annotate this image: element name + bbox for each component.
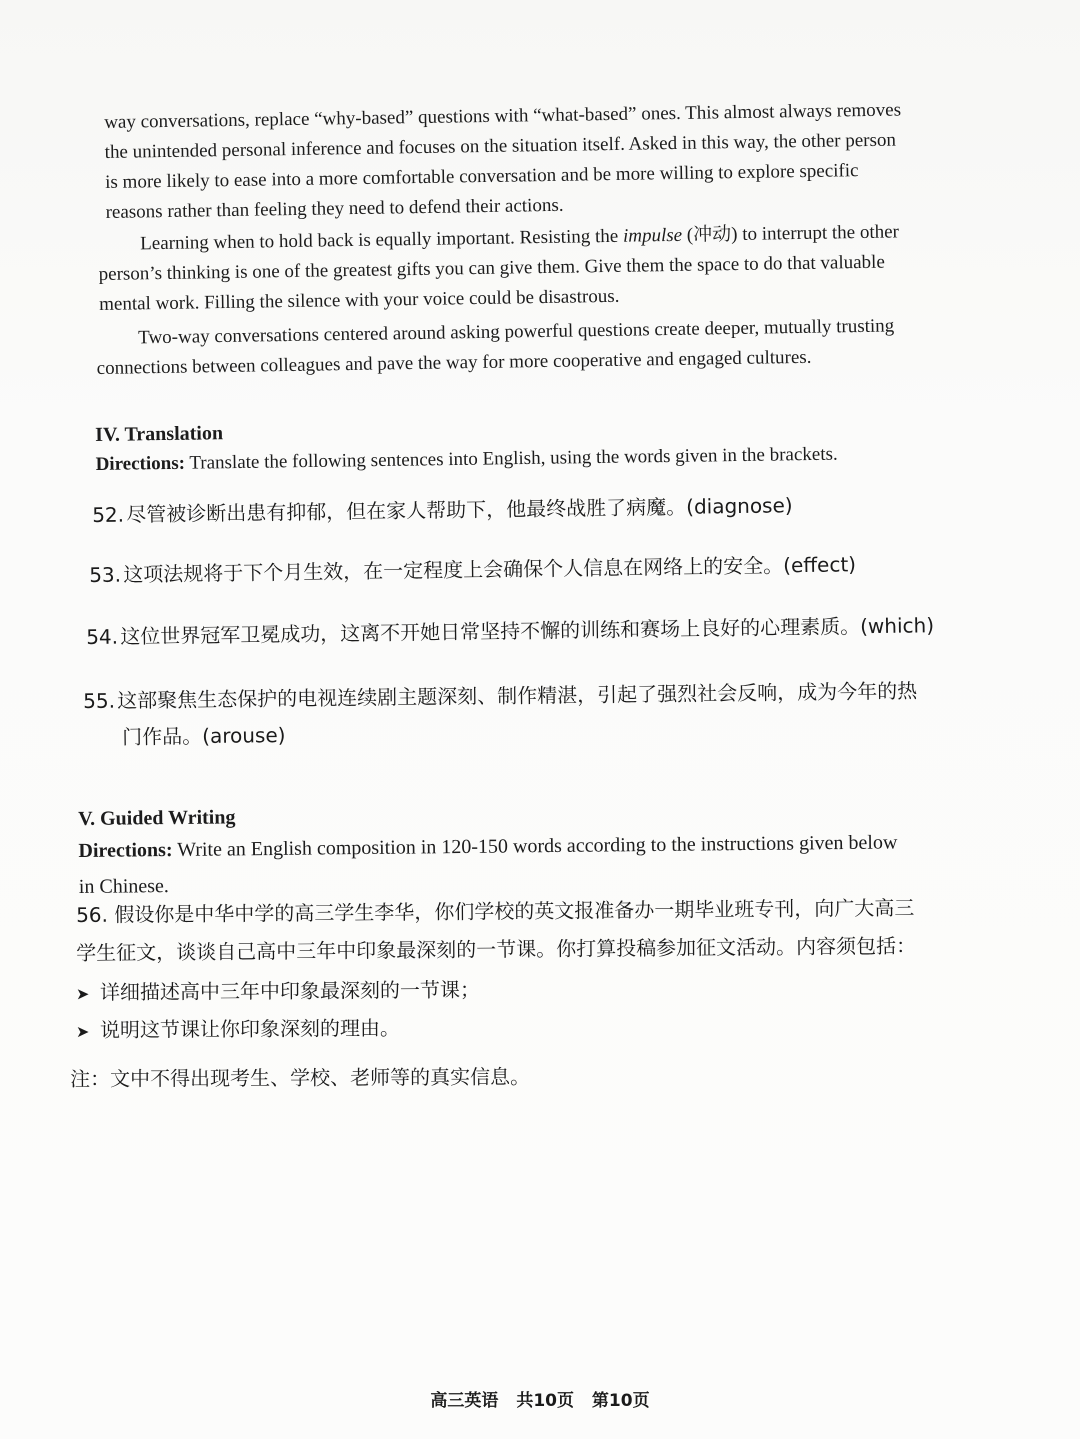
passage-line: the unintended personal inference and focuses on the situation itself. Asked in this way, the other person bbox=[104, 129, 897, 163]
passage-line: Learning when to hold back is equally important. Resisting the impulse (冲动) to interrupt the other bbox=[140, 221, 900, 255]
question-number: 55. bbox=[83, 688, 116, 713]
arrow-bullet-icon: ➤ bbox=[75, 984, 90, 1004]
question-text: 56. 假设你是中华中学的高三学生李华，你们学校的英文报准备办一期毕业班专刊，向广大高三 bbox=[76, 895, 915, 927]
note-text: 注：文中不得出现考生、学校、老师等的真实信息。 bbox=[70, 1064, 531, 1091]
question-number: 54. bbox=[86, 624, 119, 649]
passage-line: connections between colleagues and pave the way for more cooperative and engaged cultures. bbox=[96, 346, 812, 379]
section-heading: V. Guided Writing bbox=[78, 806, 236, 830]
question-text: 学生征文，谈谈自己高中三年中印象最深刻的一节课。你打算投稿参加征文活动。内容须包括： bbox=[76, 933, 917, 965]
bullet-text: 说明这节课让你印象深刻的理由。 bbox=[99, 1015, 401, 1042]
question-56-line-2 bbox=[76, 929, 916, 970]
directions-text: Translate the following sentences into English, using the words given in the brackets. bbox=[184, 443, 838, 474]
passage-line: mental work. Filling the silence with your voice could be disastrous. bbox=[99, 285, 620, 315]
passage-paragraph-3 bbox=[96, 311, 895, 384]
passage-line: person’s thinking is one of the greatest gifts you can give them. Give them the space to do that valuable bbox=[98, 251, 885, 285]
section-heading: IV. Translation bbox=[95, 422, 224, 446]
writing-note bbox=[70, 1060, 530, 1096]
passage-line: reasons rather than feeling they need to defend their actions. bbox=[105, 194, 564, 223]
directions-label: Directions: bbox=[78, 839, 173, 862]
passage-paragraph-1 bbox=[104, 95, 903, 228]
passage-line: Two-way conversations centered around asking powerful questions create deeper, mutually trusting bbox=[138, 315, 895, 349]
question-text: 门作品。(arouse) bbox=[122, 723, 286, 749]
question-text: 这项法规将于下个月生效，在一定程度上会确保个人信息在网络上的安全。(effect) bbox=[123, 552, 857, 587]
passage-paragraph-2 bbox=[98, 217, 900, 320]
footer-page-number: 第10页 bbox=[591, 1391, 650, 1411]
question-number: 52. bbox=[92, 502, 125, 527]
question-56-line-1 bbox=[76, 891, 914, 932]
translation-section bbox=[95, 410, 838, 480]
passage-line: is more likely to ease into a more comfortable conversation and be more willing to explore specific bbox=[105, 160, 859, 193]
directions-text: Write an English composition in 120-150 words according to the instructions given below bbox=[172, 831, 898, 862]
question-55 bbox=[83, 674, 917, 718]
question-text: 这部聚焦生态保护的电视连续剧主题深刻、制作精湛，引起了强烈社会反响，成为今年的热 bbox=[117, 678, 918, 713]
question-number: 53. bbox=[89, 562, 122, 587]
question-53 bbox=[89, 547, 856, 592]
requirement-bullet-1 bbox=[76, 973, 480, 1012]
footer-subject: 高三英语 bbox=[430, 1391, 499, 1411]
question-52 bbox=[92, 488, 793, 532]
arrow-bullet-icon: ➤ bbox=[75, 1022, 90, 1042]
directions-label: Directions: bbox=[95, 452, 186, 475]
italic-term: impulse bbox=[622, 224, 683, 247]
page-footer bbox=[0, 1386, 1080, 1411]
question-55-continuation bbox=[122, 718, 286, 754]
footer-total-pages: 共10页 bbox=[516, 1391, 574, 1411]
section-directions-cont: in Chinese. bbox=[78, 875, 169, 898]
question-54 bbox=[86, 608, 934, 654]
passage-line: way conversations, replace “why-based” questions with “what-based” ones. This almost always removes bbox=[104, 99, 902, 133]
requirement-bullet-2 bbox=[76, 1011, 400, 1049]
guided-writing-section bbox=[78, 795, 898, 906]
question-text: 这位世界冠军卫冕成功，这离不开她日常坚持不懈的训练和赛场上良好的心理素质。(which) bbox=[120, 613, 935, 649]
question-text: 尽管被诊断出患有抑郁，但在家人帮助下，他最终战胜了病魔。(diagnose) bbox=[126, 493, 793, 527]
bullet-text: 详细描述高中三年中印象最深刻的一节课； bbox=[99, 977, 481, 1005]
